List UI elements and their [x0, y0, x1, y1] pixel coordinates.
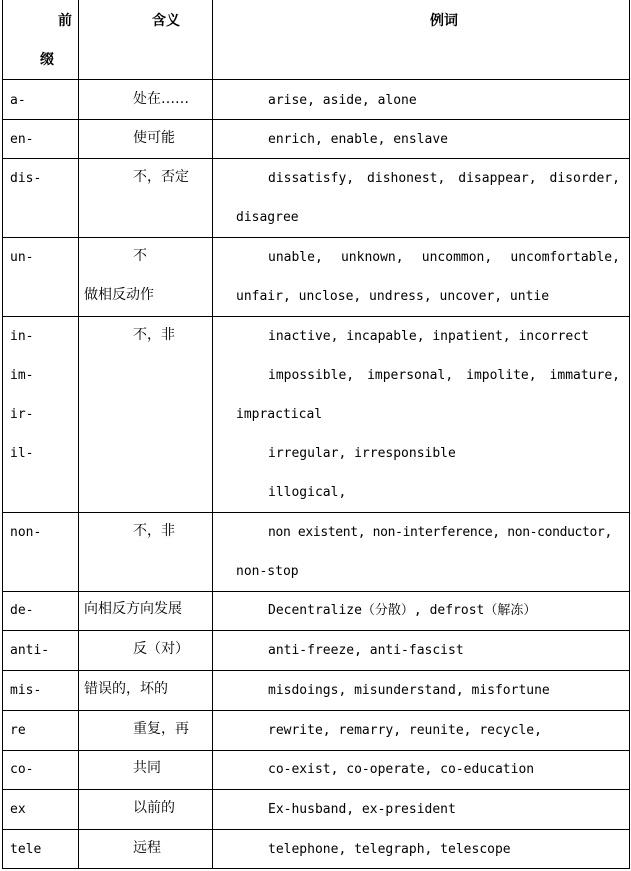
prefix-cell: en-	[10, 132, 34, 147]
prefix-cell: re	[10, 723, 26, 738]
prefix-cell: in-	[10, 329, 34, 344]
example-cell: misdoings, misunderstand, misfortune	[268, 683, 550, 698]
meaning-cell: 不，否定	[133, 169, 189, 185]
prefix-cell: il-	[10, 446, 34, 461]
row-divider	[2, 158, 630, 159]
example-continuation: unfair, unclose, undress, uncover, untie	[236, 289, 550, 304]
table-border-left	[2, 0, 3, 869]
row-divider	[2, 591, 630, 592]
example-word: dissatisfy,	[268, 171, 355, 186]
prefix-cell: de-	[10, 603, 34, 618]
example-continuation: disagree	[236, 210, 299, 225]
meaning-cell: 共同	[133, 760, 161, 776]
example-word: immature,	[549, 368, 620, 383]
meaning-cell: 以前的	[133, 800, 175, 816]
row-divider	[2, 829, 630, 830]
row-divider	[2, 512, 630, 513]
row-divider	[2, 789, 630, 790]
example-cell: arise, aside, alone	[268, 93, 417, 108]
prefix-cell: co-	[10, 762, 34, 777]
prefix-cell: non-	[10, 525, 42, 540]
row-divider	[2, 710, 630, 711]
example-line	[268, 368, 620, 384]
example-line: non existent, non-interference, non-conductor,	[268, 525, 612, 540]
example-word: impolite,	[466, 368, 537, 383]
row-divider	[2, 237, 630, 238]
example-cell: rewrite, remarry, reunite, recycle,	[268, 723, 542, 738]
example-cell: enrich, enable, enslave	[268, 132, 449, 147]
row-divider	[2, 316, 630, 317]
prefix-cell: tele	[10, 842, 42, 857]
meaning-cell: 使可能	[133, 130, 175, 146]
header-prefix-line1: 前	[58, 13, 72, 29]
prefix-cell: im-	[10, 368, 34, 383]
example-word: unable,	[268, 250, 323, 265]
meaning-cell: 向相反方向发展	[84, 601, 182, 617]
table-border-right	[629, 0, 630, 869]
example-cell: anti-freeze, anti-fascist	[268, 643, 464, 658]
meaning-cell: 处在……	[133, 91, 189, 107]
row-divider	[2, 750, 630, 751]
example-cell: Ex-husband, ex-president	[268, 802, 456, 817]
prefix-cell: anti-	[10, 643, 50, 658]
table-border-bottom	[2, 868, 630, 869]
example-cell: Decentralize（分散）, defrost（解冻）	[268, 603, 537, 618]
header-prefix-line2: 缀	[40, 52, 54, 68]
prefix-cell: ex	[10, 802, 26, 817]
example-word: disappear,	[458, 171, 537, 186]
meaning-cell-line2: 做相反动作	[84, 287, 154, 303]
example-word: uncommon,	[421, 250, 493, 265]
header-examples: 例词	[430, 13, 458, 29]
example-word: impossible,	[268, 368, 355, 383]
example-line	[268, 171, 620, 187]
example-word: disorder,	[549, 171, 620, 186]
prefix-cell: dis-	[10, 171, 42, 186]
example-cell: co-exist, co-operate, co-education	[268, 762, 535, 777]
meaning-cell: 错误的，坏的	[84, 681, 168, 697]
example-word: unknown,	[340, 250, 404, 265]
meaning-cell: 不，非	[133, 327, 175, 343]
meaning-cell: 不，非	[133, 523, 175, 539]
meaning-cell: 反（对）	[133, 641, 189, 657]
meaning-cell: 不	[133, 248, 147, 264]
column-divider-1	[78, 0, 79, 869]
example-line: irregular, irresponsible	[268, 446, 456, 461]
example-continuation: non-stop	[236, 564, 299, 579]
example-line: inactive, incapable, inpatient, incorrect	[268, 329, 589, 344]
row-divider	[2, 119, 630, 120]
example-line	[268, 250, 620, 266]
example-line: illogical,	[268, 485, 347, 500]
example-word: impersonal,	[367, 368, 454, 383]
example-cell: telephone, telegraph, telescope	[268, 842, 511, 857]
row-divider	[2, 79, 630, 80]
meaning-cell: 重复，再	[133, 721, 189, 737]
row-divider	[2, 630, 630, 631]
example-word: uncomfortable,	[510, 250, 620, 265]
prefix-cell: a-	[10, 93, 26, 108]
header-meaning: 含义	[152, 13, 180, 29]
prefix-cell: mis-	[10, 683, 42, 698]
prefix-cell: ir-	[10, 407, 34, 422]
example-continuation: impractical	[236, 407, 323, 422]
column-divider-2	[212, 0, 213, 869]
row-divider	[2, 670, 630, 671]
prefix-cell: un-	[10, 250, 34, 265]
meaning-cell: 远程	[133, 840, 161, 856]
example-word: dishonest,	[367, 171, 446, 186]
